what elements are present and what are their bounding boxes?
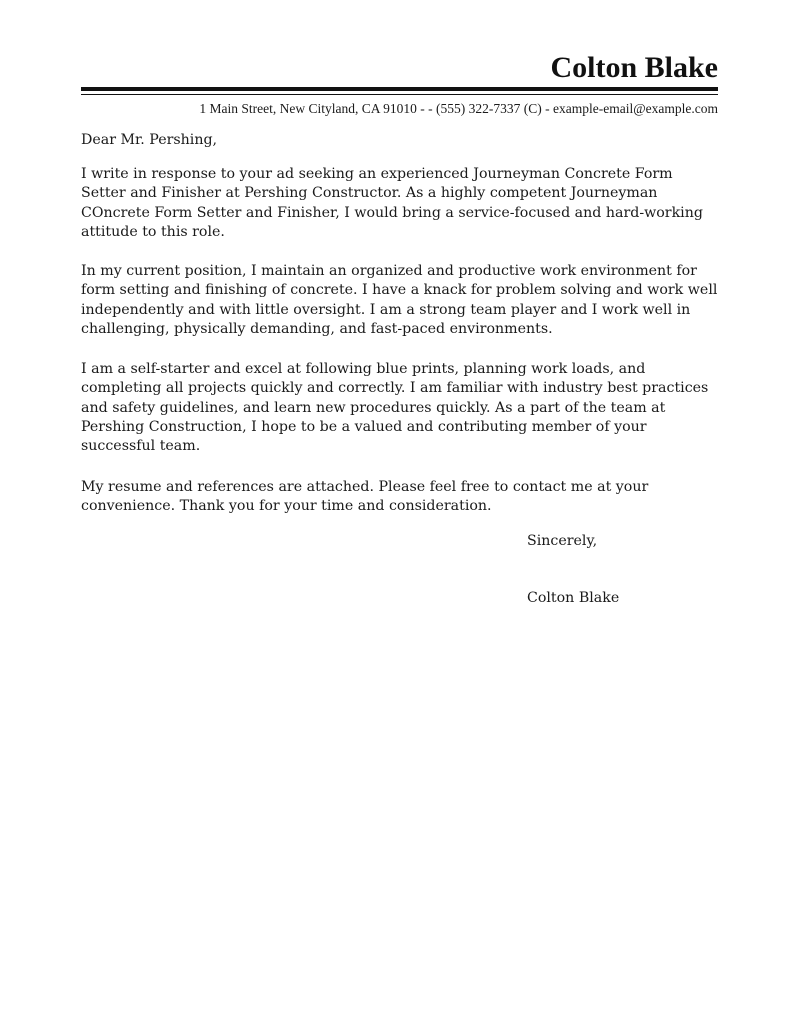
contact-info: 1 Main Street, New Cityland, CA 91010 - - (555) 322-7337 (C) - example-email@example.com xyxy=(199,101,718,116)
header-rule-thin xyxy=(81,94,718,95)
paragraph-2: In my current position, I maintain an organized and productive work environment for form setting and finishing of concrete. I have a knack for problem solving and work well independently and with little oversight. I am a strong team player and I work well in challenging, physically demanding, and fast-paced environments. xyxy=(81,263,718,337)
signature-name: Colton Blake xyxy=(527,590,620,606)
salutation: Dear Mr. Pershing, xyxy=(81,132,218,148)
header-name: Colton Blake xyxy=(550,51,718,84)
paragraph-4: My resume and references are attached. Please feel free to contact me at your convenience. Thank you for your time and consideration. xyxy=(81,479,649,515)
paragraph-1: I write in response to your ad seeking an experienced Journeyman Concrete Form Setter and Finisher at Pershing Constructor. As a highly competent Journeyman COncrete Form Setter and Finisher, I would bring a service-focused and hard-working attitude to this role. xyxy=(81,166,703,240)
paragraph-3: I am a self-starter and excel at following blue prints, planning work loads, and completing all projects quickly and correctly. I am familiar with industry best practices and safety guidelines, and learn new procedures quickly. As a part of the team at Pershing Construction, I hope to be a valued and contributing member of your successful team. xyxy=(81,361,709,455)
closing: Sincerely, xyxy=(527,533,598,549)
header-rule-thick xyxy=(81,87,718,91)
